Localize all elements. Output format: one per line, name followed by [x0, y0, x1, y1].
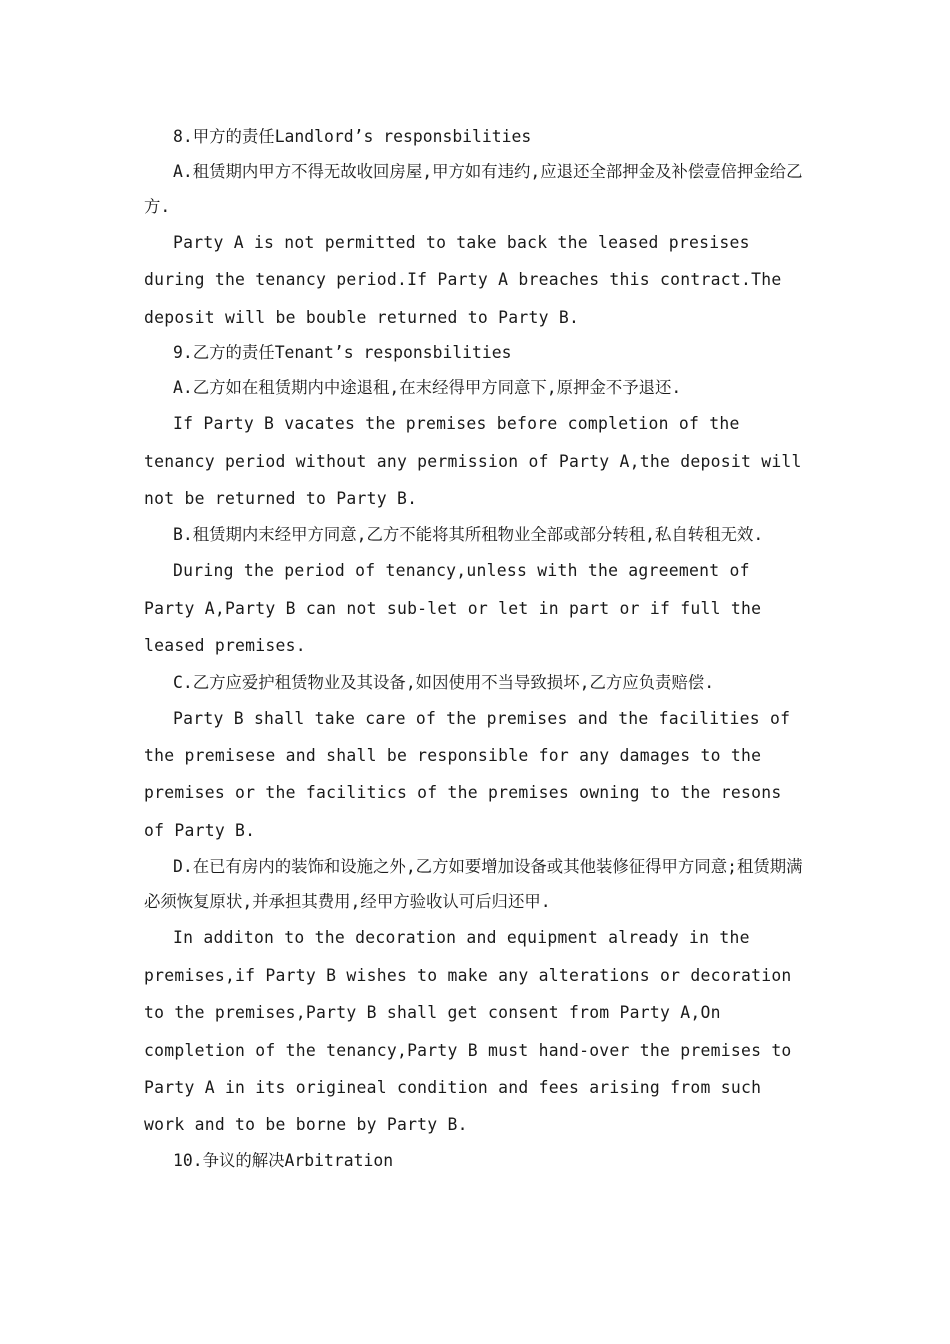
section-9-item-c-english: Party B shall take care of the premises and the facilities of the premisese and shall be responsible for any damages to the premises or the facilitics of the premises owning to the resons of Party B. [144, 708, 801, 840]
section-9-item-a-english: If Party B vacates the premises before completion of the tenancy period without any permission of Party A,the deposit will not be returned to Party B. [144, 414, 812, 509]
section-8-item-a-english: Party A is not permitted to take back the leased presises during the tenancy period.If Party A breaches this contract.The deposit will be bouble returned to Party B. [144, 233, 792, 327]
section-10-heading: 10.争议的解决Arbitration [173, 1150, 394, 1170]
section-9-item-c-chinese: C.乙方应爱护租赁物业及其设备,如因使用不当导致损坏,乙方应负责赔偿. [173, 672, 715, 692]
section-8-item-a-chinese: A.租赁期内甲方不得无故收回房屋,甲方如有违约,应退还全部押金及补偿壹倍押金给乙方. [144, 162, 803, 216]
section-9-item-d-chinese: D.在已有房内的装饰和设施之外,乙方如要增加设备或其他装修征得甲方同意;租赁期满必须恢复原状,并承担其费用,经甲方验收认可后归还甲. [144, 857, 803, 912]
section-9-item-d-english: In additon to the decoration and equipment already in the premises,if Party B wishes to make any alterations or decoration to the premises,Party B shall get consent from Party A,On completion of the tenancy,Party B must hand-over the premises to Party A in its origineal condition and fees arising from such work and to be borne by Party B. [144, 928, 802, 1135]
section-9-item-b-chinese: B.租赁期内末经甲方同意,乙方不能将其所租物业全部或部分转租,私自转租无效. [173, 525, 764, 545]
document-body [144, 120, 812, 1178]
section-9-item-b-english: During the period of tenancy,unless with the agreement of Party A,Party B can not sub-let or let in part or if full the leased premises. [144, 561, 772, 656]
section-8-heading: 8.甲方的责任Landlord’s responsbilities [173, 127, 532, 146]
section-9-heading: 9.乙方的责任Tenant’s responsbilities [173, 343, 512, 363]
section-9-item-a-chinese: A.乙方如在租赁期内中途退租,在末经得甲方同意下,原押金不予退还. [173, 378, 682, 398]
